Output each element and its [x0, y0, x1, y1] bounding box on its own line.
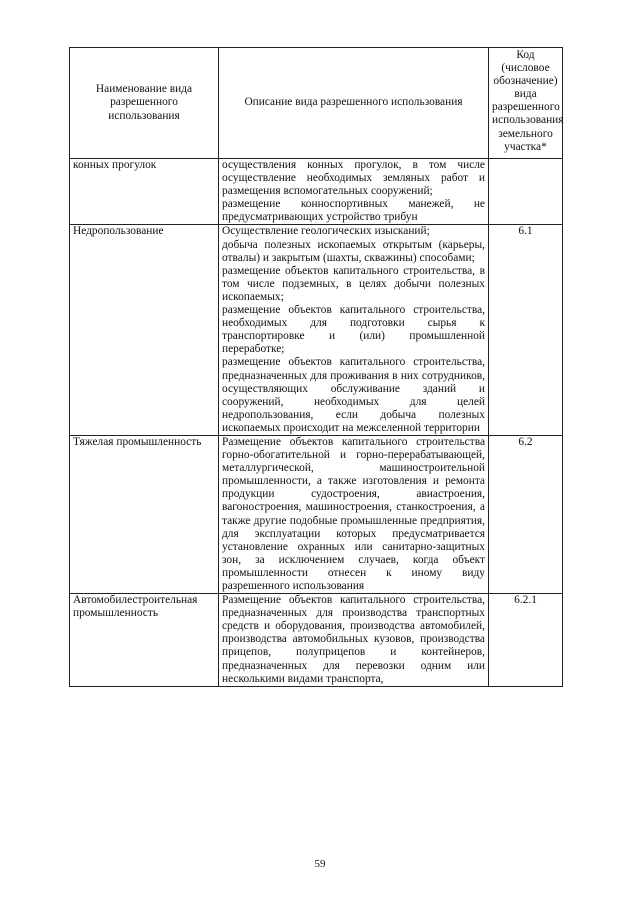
row-code: 6.2 — [489, 435, 563, 593]
row-name: Тяжелая промышленность — [70, 435, 219, 593]
row-description — [219, 159, 489, 225]
table-row — [70, 594, 563, 687]
description-line: добыча полезных ископаемых открытым (карьеры, отвалы) и закрытым (шахты, скважины) способами; — [222, 238, 485, 264]
table-header-row — [70, 48, 563, 159]
row-description — [219, 225, 489, 436]
row-name: Автомобилестроительная промышленность — [70, 594, 219, 687]
row-name: конных прогулок — [70, 159, 219, 225]
description-line: размещение конноспортивных манежей, не предусматривающих устройство трибун — [222, 198, 485, 224]
row-description — [219, 435, 489, 593]
table-row — [70, 435, 563, 593]
row-name: Недропользование — [70, 225, 219, 436]
header-name: Наименование вида разрешенного использования — [70, 48, 219, 159]
description-line: размещение объектов капитального строительства, предназначенных для проживания в них сотрудников, осуществляющих обслуживание зданий и сооружений, необходимых для целей недропользования, если добыча полезных ископаемых происходит на межселенной территории — [222, 356, 485, 434]
description-line: размещение объектов капитального строительства, необходимых для подготовки сырья к транспортировке и (или) промышленной переработке; — [222, 304, 485, 356]
row-code: 6.2.1 — [489, 594, 563, 687]
land-use-table — [69, 47, 563, 687]
description-line: Размещение объектов капитального строительства горно-обогатительной и горно-перерабатывающей, металлургической, машиностроительной промышленности, а также изготовления и ремонта продукции судостроения, авиастроения, вагоностроения, машиностроения, станкостроения, а также другие подобные промышленные предприятия, для эксплуатации которых предусматривается установление охранных или санитарно-защитных зон, за исключением случаев, когда объект промышленности отнесен к иному виду разрешенного использования — [222, 435, 485, 592]
row-description — [219, 594, 489, 687]
header-code: Код (числовое обозначение) вида разрешенного использования земельного участка* — [489, 48, 563, 159]
description-line: размещение объектов капитального строительства, в том числе подземных, в целях добычи полезных ископаемых; — [222, 264, 485, 303]
description-line: осуществления конных прогулок, в том числе осуществление необходимых земляных работ и размещения вспомогательных сооружений; — [222, 159, 485, 198]
description-line: Размещение объектов капитального строительства, предназначенных для производства транспортных средств и оборудования, производства автомобилей, производства автомобильных кузовов, производства прицепов, полуприцепов и контейнеров, предназначенных для перевозки одним или несколькими видами транспорта, — [222, 594, 485, 685]
header-description: Описание вида разрешенного использования — [219, 48, 489, 159]
page-number: 59 — [314, 858, 326, 870]
row-code: 6.1 — [489, 225, 563, 436]
description-line: Осуществление геологических изысканий; — [222, 225, 430, 238]
row-code — [489, 159, 563, 225]
table-row — [70, 159, 563, 225]
table-row — [70, 225, 563, 436]
